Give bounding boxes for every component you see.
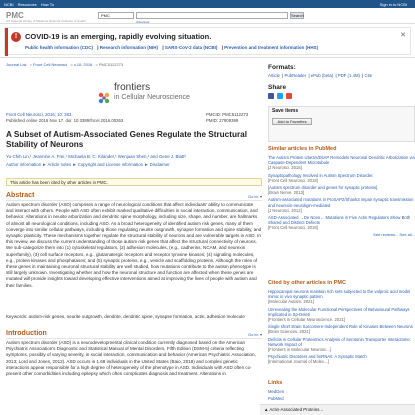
facebook-icon[interactable] bbox=[268, 93, 274, 99]
covid-link-sep: | bbox=[97, 45, 99, 50]
covid-link-nih[interactable]: Research information (NIH) bbox=[99, 45, 159, 50]
howto-menu[interactable]: How To bbox=[40, 1, 54, 7]
similar-title: Similar articles in PubMed bbox=[268, 146, 337, 152]
format-epub[interactable]: ePub (beta) bbox=[310, 73, 334, 78]
cited-source: [Brain Sciences. 2021] bbox=[268, 329, 310, 335]
cited-by-articles bbox=[268, 280, 415, 365]
similar-source: [J Neurosci. 2015] bbox=[268, 165, 302, 171]
database-select[interactable]: PMC bbox=[98, 12, 134, 19]
article-notes-links[interactable]: Author information ► Article notes ► Copyright and License information ► Disclaimer bbox=[6, 162, 170, 167]
warning-icon: ! bbox=[11, 32, 21, 42]
covid-title: COVID-19 is an emerging, rapidly evolving situation. bbox=[25, 32, 212, 41]
links-title: Links bbox=[268, 380, 283, 386]
cited-link[interactable]: Single short strain Sarcomere-Independent Role of Kinases Between Neurons bbox=[268, 324, 413, 330]
cited-link[interactable]: Unrevealing the Molecular Functional Perspectives of Behavioural Pathways Implicated in Sp-Deleti bbox=[268, 306, 410, 317]
similar-articles bbox=[268, 146, 415, 237]
pmid[interactable]: PMID: 27909399 bbox=[206, 118, 239, 123]
journal-name: frontiers bbox=[114, 82, 151, 93]
list-item[interactable] bbox=[268, 354, 415, 364]
list-item[interactable] bbox=[268, 197, 415, 213]
covid-banner bbox=[0, 26, 415, 58]
see-reviews-link[interactable]: See reviews... bbox=[373, 231, 399, 237]
cited-notice: This article has been cited by other articles in PMC. bbox=[6, 178, 262, 186]
article-title: A Subset of Autism-Associated Genes Regulate the Structural Stability of Neurons bbox=[6, 130, 247, 149]
format-article[interactable]: Article bbox=[268, 73, 280, 78]
format-pubreader[interactable]: PubReader bbox=[284, 73, 307, 78]
citation[interactable]: Front Cell Neurosci. 2016; 10: 263. bbox=[6, 112, 73, 117]
format-pdf[interactable]: PDF (1.4M) bbox=[337, 73, 360, 78]
link-medgen[interactable]: MedGen bbox=[268, 389, 285, 394]
covid-link-ncbi[interactable]: SARS-CoV-2 data (NCBI) bbox=[164, 45, 218, 50]
similar-link[interactable]: [Autism spectrum disorder and genes for synaptic proteins]. bbox=[268, 185, 379, 191]
journal-subtitle: in Cellular Neuroscience bbox=[114, 94, 190, 101]
similar-link[interactable]: Synaptopathology Involved in Autism Spectrum Disorder. bbox=[268, 172, 374, 178]
list-item[interactable] bbox=[268, 155, 415, 171]
list-item[interactable] bbox=[268, 185, 415, 195]
cited-source: [Frontiers in Cellular Neuroscience. 2021] bbox=[268, 317, 346, 323]
breadcrumb bbox=[6, 62, 123, 67]
covid-link-hhs[interactable]: Prevention and treatment information (HHS) bbox=[224, 45, 319, 50]
close-icon[interactable]: ✕ bbox=[400, 32, 406, 39]
list-item[interactable] bbox=[268, 289, 415, 305]
list-item[interactable] bbox=[268, 173, 415, 183]
similar-link[interactable]: The Autism Protein Ube3A/E6AP Remodels Neuronal Dendritic Arborization via Caspase-Dependent Microtubule bbox=[268, 155, 415, 166]
format-sep: | bbox=[362, 73, 364, 78]
search-input[interactable] bbox=[136, 12, 288, 19]
pmcid: PMCID: PMC5112273 bbox=[206, 112, 249, 117]
cited-source: [Frontiers in Molecular Neurosc...] bbox=[268, 347, 331, 353]
format-cite[interactable]: Cite bbox=[364, 73, 373, 78]
abstract-text: Autism spectrum disorder (ASD) comprises a range of neurological conditions that affect individuals' ability to communicate and interact with others. People with ASD often exhibit marked qualitative difficulties in social interaction, communication, and behavior. Alterations in neurite arborization and dendritic spine morphology, including size, shape, and number, are hallmarks of almost all neurological conditions, including ASD. As a broad heterogeneity of identified autism risk genes, many of them converge into similar cellular pathways, including those regulating neurite outgrowth, synapse formation and spine stability, and synaptic plasticity. These mechanisms together regulate the structural stability of neurons and are vulnerable targets in ASD. In this review, we discuss the current understanding of those autism risk genes that affect the structural connectivity of neurons. We sub-categorize them into (1) cytoskeletal regulators, (2) adhesion molecules, (e.g., cadherins, NCAM, and neurexin superfamily), (3) cell surface receptors, e.g., glutamatergic receptors and receptor tyrosine kinases; (4) signaling molecules, e.g., protein kinases and phosphatases; and (5) synaptic proteins, e.g., vesicle and scaffolding proteins. Although the roles of these genes in maintaining neuronal structural stability are well studied, how mutations contribute to the autism phenotype is still largely unknown. Investigating whether and how the neuronal structure and function are affected when these genes are mutated will provide insights toward developing effective interventions aimed at improving the lives of people with autism and their families. bbox=[6, 202, 262, 288]
search-button[interactable]: Search bbox=[291, 13, 304, 18]
list-item[interactable] bbox=[268, 215, 415, 231]
links-section bbox=[268, 380, 415, 401]
frontiers-logo-icon bbox=[96, 90, 112, 106]
ncbi-top-bar bbox=[0, 0, 415, 8]
introduction-title: Introduction bbox=[6, 330, 47, 337]
similar-link[interactable]: ASD-Associated →De Novo← Mutations in Five Actin Regulators Show Both Shared and Distinct Defects bbox=[268, 215, 411, 226]
covid-link-cdc[interactable]: Public health information (CDC) bbox=[25, 45, 93, 50]
see-all-link[interactable]: See all... bbox=[399, 231, 415, 237]
breadcrumb-journal-list[interactable]: Journal List bbox=[6, 62, 27, 67]
breadcrumb-sep: > bbox=[29, 62, 32, 67]
share-icons bbox=[268, 93, 292, 99]
cited-source: [International Journal of Molec...] bbox=[268, 359, 329, 365]
goto-menu[interactable]: Go to: ▾ bbox=[247, 332, 262, 337]
format-links bbox=[268, 73, 373, 78]
formats-title: Formats: bbox=[268, 64, 296, 71]
similar-link[interactable]: Autism-associated mutations in ProSAP2/Shank3 impair synaptic transmission and neurexin-neuroligin-mediated bbox=[268, 197, 414, 208]
covid-link-sep: | bbox=[162, 45, 164, 50]
save-items-title: Save items bbox=[272, 108, 299, 114]
id-meta bbox=[206, 112, 248, 124]
similar-source: [Brain Nerve. 2013] bbox=[268, 190, 305, 196]
cited-link[interactable]: Hippocampal neurons maintain rich sets subjected to the valproic acid model mimic in vivo synaptic pattern bbox=[268, 289, 411, 300]
article-main bbox=[6, 68, 262, 415]
add-to-favorites-button[interactable]: Add to Favorites bbox=[272, 118, 312, 125]
cited-title: Cited by other articles in PMC bbox=[268, 280, 346, 286]
advanced-search-link[interactable]: Advanced bbox=[136, 20, 150, 24]
list-item[interactable] bbox=[268, 324, 415, 334]
breadcrumb-sep: > bbox=[95, 62, 98, 67]
keywords: Keywords: autism-risk genes, neurite outgrowth, dendrite, dendritic spine, synapse formation, actin, adhesion molecule bbox=[6, 314, 245, 319]
breadcrumb-volume[interactable]: v.10; 2016 bbox=[73, 62, 93, 67]
similar-source: [J Neurosci. 2012] bbox=[268, 207, 302, 213]
cited-source: [Molecular Autism. 2021] bbox=[268, 299, 314, 305]
signin-link[interactable]: Sign in to NCBI bbox=[379, 1, 407, 7]
introduction-text: Autism spectrum disorder (ASD) is a neurodevelopmental clinical condition currently diagnosed based on the American Psychiatric Association's Diagnostic and Statistical Manual of Mental Disorders, Fifth Edition (DSM-5) criteria reflecting symptoms, possibly of varying severity, in social interaction, communication and behavior (American Psychiatric Association, 2013; Lord and Jones, 2012). ASD occurs in 1.68 individuals in the United States (Baio, 2018) and complex genetic interactions appear responsible for a high degree of heterogeneity of the phenotype in ASD. Individuals with ASD often co-present other comorbidities including epilepsy which often complicates diagnosis and treatment. Alterations in bbox=[6, 340, 256, 377]
format-sep: | bbox=[335, 73, 337, 78]
alert-stripe bbox=[5, 28, 8, 56]
twitter-icon[interactable] bbox=[277, 93, 283, 99]
pmc-logo[interactable]: PMC bbox=[6, 11, 24, 20]
googleplus-icon[interactable] bbox=[286, 93, 292, 99]
citation-meta bbox=[6, 112, 123, 124]
author-list[interactable]: Yu-Chih Lin,¹ Jeannine A. Frei,¹ Michaela B. C. Kilander,¹ Wenjuan Shen,¹ and Gene J. Blatt² bbox=[6, 154, 186, 159]
link-pubmed[interactable]: PubMed bbox=[268, 396, 284, 402]
similar-source: [Front Cell Neurosci. 2018] bbox=[268, 225, 318, 231]
save-items-box bbox=[268, 106, 415, 142]
pmc-logo-subtitle: US National Library of Medicine National Institutes of Health bbox=[6, 19, 86, 23]
list-item[interactable] bbox=[268, 307, 415, 323]
breadcrumb-pmcid: PMC5112273 bbox=[98, 62, 124, 67]
format-sep: | bbox=[308, 73, 310, 78]
similar-source: [Front Cell Neurosci. 2018] bbox=[268, 177, 318, 183]
introduction-header bbox=[6, 330, 262, 339]
resources-menu[interactable]: Resources bbox=[17, 1, 37, 7]
ncbi-logo[interactable]: NCBI bbox=[4, 1, 14, 7]
covid-links bbox=[25, 45, 321, 50]
goto-menu[interactable]: Go to: ▾ bbox=[247, 194, 262, 199]
format-sep: | bbox=[282, 73, 284, 78]
abstract-title: Abstract bbox=[6, 192, 35, 199]
breadcrumb-journal[interactable]: Front Cell Neurosci bbox=[33, 62, 68, 67]
figure-strip[interactable]: ▲ Actin-Associated Proteins... bbox=[260, 404, 415, 415]
abstract-header bbox=[6, 192, 262, 201]
cited-link[interactable]: Deficits in Cellular Proteomics Analysis of Serotonin Transporter Interactome: Network Impact of bbox=[268, 336, 411, 347]
covid-link-sep: | bbox=[221, 45, 223, 50]
breadcrumb-sep: > bbox=[70, 62, 73, 67]
published-date: Published online 2016 Nov 17. doi: 10.3389/fncel.2016.00263 bbox=[6, 118, 124, 123]
list-item[interactable] bbox=[268, 337, 415, 353]
sidebar bbox=[268, 62, 415, 415]
cited-link[interactable]: Psychiatric Disorders and hnRNAs: A Synaptic Match bbox=[268, 354, 367, 360]
share-title: Share bbox=[268, 84, 287, 91]
